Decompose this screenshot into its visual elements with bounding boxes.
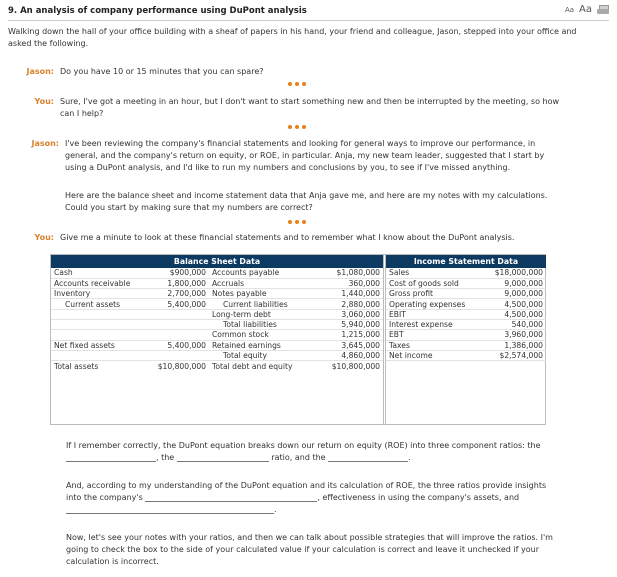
bs-liability-value: 1,215,000 — [315, 330, 383, 340]
bs-liability-value: 1,440,000 — [315, 289, 383, 299]
dialogue-text: Sure, I've got a meeting in an hour, but I don't want to start something new and then be interrupted by the meeting, so how can I help? — [60, 97, 560, 118]
question-text: ratio, and the — [271, 453, 326, 462]
table-row — [386, 340, 546, 350]
balance-sheet-title: Balance Sheet Data — [51, 255, 383, 268]
bs-asset-value: 5,400,000 — [151, 299, 209, 309]
question-header — [8, 4, 609, 18]
question-text: . — [274, 505, 277, 514]
table-row — [51, 289, 383, 299]
table-row — [51, 309, 383, 319]
is-value: $2,574,000 — [471, 350, 546, 360]
bs-liability-value: 3,645,000 — [315, 340, 383, 350]
bs-liability-value: 3,060,000 — [315, 309, 383, 319]
bs-liability-value: $1,080,000 — [315, 268, 383, 278]
question-text: . — [408, 453, 411, 462]
bs-asset-label: Accounts receivable — [51, 278, 151, 288]
insight-2-dropdown[interactable] — [66, 505, 274, 514]
table-row — [386, 309, 546, 319]
is-label: Operating expenses — [386, 299, 471, 309]
is-label: Sales — [386, 268, 471, 278]
table-row — [386, 289, 546, 299]
bs-asset-value: 1,800,000 — [151, 278, 209, 288]
bs-liability-value: 4,860,000 — [315, 350, 383, 360]
component-ratio-1-dropdown[interactable] — [66, 453, 156, 462]
print-icon[interactable] — [597, 5, 609, 15]
speaker-label: Jason: — [31, 139, 59, 148]
dialogue-line-3 — [8, 138, 568, 174]
bs-asset-value: 2,700,000 — [151, 289, 209, 299]
bs-asset-value: 5,400,000 — [151, 340, 209, 350]
table-row — [51, 330, 383, 340]
header-divider — [8, 20, 609, 21]
dialogue-text: I've been reviewing the company's financial statements and looking for general ways to improve our performance, in general, and the company's return on equity, or ROE, in particular. Anja, my new team leader, suggested that I start by using a DuPont analysis, and I'd like to run my numbers and conclusions by you, to see if I've missed anything. — [65, 139, 545, 172]
table-row — [386, 268, 546, 278]
dupont-insights-question — [66, 480, 561, 516]
dialogue-line-2 — [8, 96, 568, 120]
table-row — [51, 350, 383, 360]
table-row — [386, 278, 546, 288]
bs-liability-value: 5,940,000 — [315, 319, 383, 329]
bs-asset-label — [51, 350, 151, 360]
is-value: 9,000,000 — [471, 289, 546, 299]
question-text: If I remember correctly, the DuPont equation breaks down our return on equity (ROE) into three component ratios: the — [66, 441, 541, 450]
table-row — [386, 361, 546, 371]
question-text: , the — [156, 453, 175, 462]
is-label — [386, 361, 471, 371]
font-size-small-button[interactable]: Aa — [564, 5, 575, 14]
closing-paragraph: Now, let's see your notes with your ratios, and then we can talk about possible strategies that will improve the ratios. I'm going to check the box to the side of your calculated value if your calculation is correct and leave it unchecked if your calculation is incorrect. — [66, 533, 553, 566]
bs-liability-value: $10,800,000 — [331, 361, 380, 371]
income-statement-title: Income Statement Data — [386, 255, 546, 268]
is-label: EBT — [386, 330, 471, 340]
bs-liability-label: Total liabilities — [209, 319, 315, 329]
table-row — [386, 319, 546, 329]
bs-asset-value — [151, 350, 209, 360]
table-row — [386, 330, 546, 340]
dialogue-separator-3 — [285, 220, 309, 224]
bs-asset-value: $900,000 — [151, 268, 209, 278]
dialogue-line-1 — [8, 66, 568, 78]
table-row — [51, 361, 383, 371]
table-row — [51, 278, 383, 288]
insight-1-dropdown[interactable] — [145, 493, 317, 502]
bs-liability-label: Accruals — [209, 278, 315, 288]
is-label: Taxes — [386, 340, 471, 350]
intro-paragraph: Walking down the hall of your office building with a sheaf of papers in his hand, your friend and colleague, Jason, stepped into your office and asked the following. — [8, 27, 577, 48]
component-ratio-3-dropdown[interactable] — [328, 453, 408, 462]
question-text: , effectiveness in using the company's assets, and — [317, 493, 520, 502]
is-label: Gross profit — [386, 289, 471, 299]
dupont-components-question — [66, 440, 561, 464]
is-value: 3,960,000 — [471, 330, 546, 340]
bs-liability-label: Total equity — [209, 350, 315, 360]
bs-asset-label: Current assets — [51, 299, 151, 309]
bs-liability-value: 2,880,000 — [315, 299, 383, 309]
question-text: And, according to my understanding of the DuPont equation and its calculation of ROE, the three ratios provide insights into the company's — [66, 481, 547, 502]
speaker-label: Jason: — [26, 67, 54, 76]
bs-asset-value — [151, 319, 209, 329]
speaker-label: You: — [34, 233, 54, 242]
is-value: 1,386,000 — [471, 340, 546, 350]
speaker-label: You: — [34, 97, 54, 106]
dialogue-text: Give me a minute to look at these financial statements and to remember what I know about the DuPont analysis. — [60, 233, 515, 242]
dialogue-text: Do you have 10 or 15 minutes that you can spare? — [60, 67, 264, 76]
bs-liability-label: Notes payable — [209, 289, 315, 299]
is-value — [471, 361, 546, 371]
is-label: EBIT — [386, 309, 471, 319]
bs-asset-value — [151, 330, 209, 340]
is-label: Cost of goods sold — [386, 278, 471, 288]
is-value: 540,000 — [471, 319, 546, 329]
balance-sheet-table — [51, 255, 383, 371]
dialogue-line-5 — [8, 232, 568, 244]
bs-asset-label: Cash — [51, 268, 151, 278]
bs-liability-label: Retained earnings — [209, 340, 315, 350]
question-title: 9. An analysis of company performance using DuPont analysis — [8, 6, 307, 16]
is-value: 4,500,000 — [471, 309, 546, 319]
is-value: 9,000,000 — [471, 278, 546, 288]
income-statement-table — [386, 255, 546, 371]
bs-asset-label: Net fixed assets — [51, 340, 151, 350]
financial-data-tables — [50, 254, 546, 425]
bs-asset-value: $10,800,000 — [157, 361, 206, 371]
is-value: 4,500,000 — [471, 299, 546, 309]
is-label: Net income — [386, 350, 471, 360]
bs-liability-label: Common stock — [209, 330, 315, 340]
table-row — [51, 340, 383, 350]
font-size-large-button[interactable]: Aa — [579, 4, 592, 15]
bs-liability-label: Accounts payable — [209, 268, 315, 278]
bs-liability-label: Current liabilities — [209, 299, 315, 309]
dialogue-separator-2 — [285, 125, 309, 129]
dialogue-separator-1 — [285, 82, 309, 86]
table-row — [51, 299, 383, 309]
bs-asset-value — [151, 309, 209, 319]
header-tools — [565, 4, 609, 15]
bs-asset-label: Inventory — [51, 289, 151, 299]
table-row — [386, 299, 546, 309]
bs-asset-label — [51, 309, 151, 319]
is-value: $18,000,000 — [471, 268, 546, 278]
is-label: Interest expense — [386, 319, 471, 329]
bs-liability-label: Total debt and equity — [212, 361, 293, 371]
bs-asset-label — [51, 319, 151, 329]
component-ratio-2-dropdown[interactable] — [177, 453, 269, 462]
table-row — [386, 350, 546, 360]
table-row — [51, 319, 383, 329]
dialogue-line-4: Here are the balance sheet and income statement data that Anja gave me, and here are my notes with my calculations. Could you start by making sure that my numbers are correct? — [65, 191, 548, 212]
table-row — [51, 268, 383, 278]
bs-asset-label: Total assets — [54, 361, 99, 371]
bs-liability-label: Long-term debt — [209, 309, 315, 319]
bs-asset-label — [51, 330, 151, 340]
bs-liability-value: 360,000 — [315, 278, 383, 288]
